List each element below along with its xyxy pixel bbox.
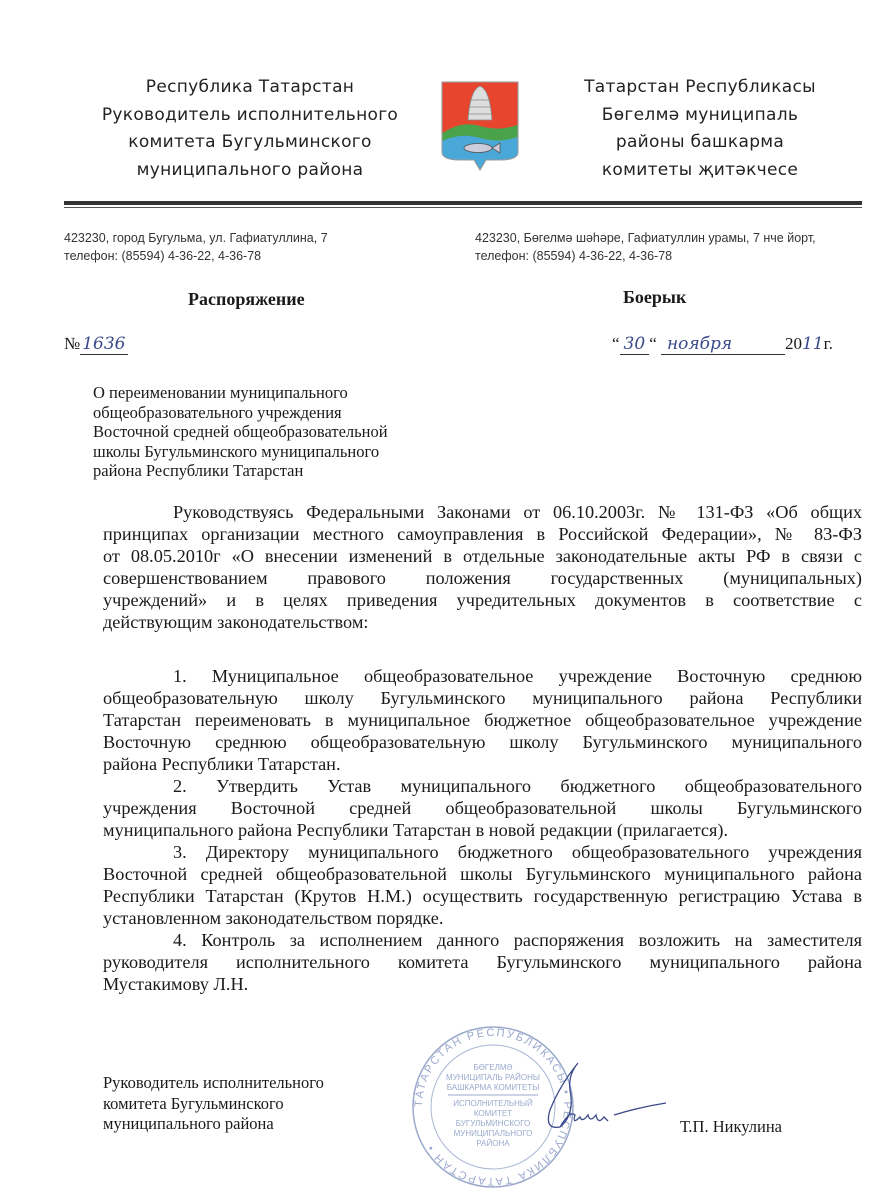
header-right-line: Бөгелмә муниципаль: [601, 104, 799, 125]
signatory-name: Т.П. Никулина: [680, 1117, 782, 1136]
number-value: 1636: [82, 334, 126, 354]
position-line: Руководитель исполнительного: [103, 1073, 324, 1092]
document-number: [64, 334, 128, 354]
date-year-hand: 11: [801, 334, 824, 354]
phone-line: телефон: (85594) 4-36-22, 4-36-78: [475, 249, 673, 263]
address-right: [475, 229, 816, 265]
paragraph-line: от 08.05.2010г «О внесении изменений в отдельные законодательные акты РФ в связи с: [103, 546, 862, 566]
paragraph-line: Руководствуясь Федеральными Законами от 06.10.2003г. № 131-ФЗ «Об общих: [173, 502, 862, 522]
document-date: “ 30 “ ноября 2011г.: [612, 334, 833, 354]
svg-text:БӨГЕЛМӘ: БӨГЕЛМӘ: [473, 1063, 513, 1072]
paragraph-line: района Республики Татарстан.: [103, 754, 341, 774]
date-year-printed: 20: [784, 334, 802, 353]
header-left: [80, 74, 420, 184]
paragraph-line: учреждений» и в целях приведения учредительных документов в соответствие с: [103, 590, 862, 610]
paragraph-line: Мустакимову Л.Н.: [103, 974, 249, 994]
paragraph-line: 3. Директору муниципального бюджетного общеобразовательного учреждения: [173, 842, 862, 862]
header-right: [545, 74, 855, 184]
svg-text:БАШКАРМА КОМИТЕТЫ: БАШКАРМА КОМИТЕТЫ: [446, 1083, 540, 1092]
paragraph-3: [103, 841, 862, 929]
paragraph-line: руководителя исполнительного комитета Бугульминского муниципального района: [103, 952, 862, 972]
header-divider-thin: [64, 207, 862, 208]
header-left-line: комитета Бугульминского: [128, 132, 372, 152]
header-left-line: Республика Татарстан: [145, 77, 355, 97]
subject-line: общеобразовательного учреждения: [93, 402, 342, 422]
header-divider: [64, 201, 862, 205]
paragraph-line: учреждения Восточной средней общеобразовательной школы Бугульминского: [103, 798, 862, 818]
paragraph-line: Республики Татарстан (Крутов Н.М.) осуществить государственную регистрацию Устава в: [103, 886, 862, 906]
paragraph-line: 4. Контроль за исполнением данного распоряжения возложить на заместителя: [173, 930, 862, 950]
phone-line: телефон: (85594) 4-36-22, 4-36-78: [64, 249, 262, 263]
document-title-tt: Боерык: [623, 287, 687, 307]
date-suffix: г.: [823, 334, 833, 353]
paragraph-4: [103, 929, 862, 995]
document-body: [103, 501, 862, 995]
subject-line: школы Бугульминского муниципального: [93, 441, 380, 461]
subject-line: Восточной средней общеобразовательной: [93, 422, 388, 442]
paragraph-line: установленном законодательством порядке.: [103, 908, 444, 928]
position-line: муниципального района: [103, 1114, 274, 1133]
paragraph-line: Восточной средней общеобразовательной школы Бугульминского муниципального района: [103, 864, 862, 884]
paragraph-line: Восточную среднюю общеобразовательную школу Бугульминского муниципального: [103, 732, 862, 752]
paragraph-line: общеобразовательную школу Бугульминского муниципального района Республики: [103, 688, 862, 708]
paragraph-line: муниципального района Республики Татарстан в новой редакции (прилагается).: [103, 820, 729, 840]
signatory-position: [103, 1073, 324, 1135]
paragraph-0: [103, 501, 862, 633]
header-left-line: муниципального района: [136, 159, 364, 180]
subject-line: О переименовании муниципального: [93, 383, 348, 402]
bugulma-coat-of-arms-icon: [440, 80, 520, 172]
address-line: 423230, Бөгелмә шәһәре, Гафиатуллин урамы, 7 нче йорт,: [475, 231, 816, 245]
subject-line: района Республики Татарстан: [93, 461, 304, 481]
paragraph-line: 2. Утвердить Устав муниципального бюджетного общеобразовательного: [173, 776, 862, 796]
paragraph-line: действующим законодательством:: [103, 612, 369, 632]
svg-text:ИСПОЛНИТЕЛЬНЫЙ: ИСПОЛНИТЕЛЬНЫЙ: [453, 1099, 533, 1108]
paragraph-1: [103, 665, 862, 775]
document-title-ru: Распоряжение: [188, 289, 305, 309]
handwritten-signature: [530, 1055, 670, 1145]
date-month: ноября: [661, 334, 785, 355]
number-prefix: №: [64, 334, 81, 353]
svg-text:КОМИТЕТ: КОМИТЕТ: [473, 1109, 513, 1118]
svg-text:БУГУЛЬМИНСКОГО: БУГУЛЬМИНСКОГО: [455, 1119, 531, 1128]
svg-text:РАЙОНА: РАЙОНА: [476, 1139, 510, 1148]
address-line: 423230, город Бугульма, ул. Гафиатуллина, 7: [64, 231, 328, 245]
paragraph-line: Татарстан переименовать в муниципальное бюджетное общеобразовательное учреждение: [103, 710, 862, 730]
position-line: комитета Бугульминского: [103, 1093, 284, 1113]
date-day: 30: [620, 334, 650, 355]
paragraph-2: [103, 775, 862, 841]
paragraph-line: 1. Муниципальное общеобразовательное учреждение Восточную среднюю: [173, 666, 862, 686]
svg-text:МУНИЦИПАЛЬНОГО: МУНИЦИПАЛЬНОГО: [453, 1129, 533, 1138]
header-right-line: районы башкарма: [615, 132, 785, 152]
header-left-line: Руководитель исполнительного: [101, 104, 399, 125]
paragraph-line: принципах организации местного самоуправления в Российской Федерации», № 83-ФЗ: [103, 524, 862, 544]
header-right-line: Татарстан Республикасы: [584, 77, 816, 97]
svg-text:ТАТАРСТАН РЕСПУБЛИКАСЫ • РЕСПУ: ТАТАРСТАН РЕСПУБЛИКАСЫ • РЕСПУБЛИКА ТАТАРСТАН •: [412, 1026, 574, 1188]
header-right-line: комитеты җитәкчесе: [601, 159, 799, 180]
document-subject: [93, 383, 388, 481]
svg-text:МУНИЦИПАЛЬ РАЙОНЫ: МУНИЦИПАЛЬ РАЙОНЫ: [446, 1073, 540, 1082]
paragraph-line: совершенствованием правового положения государственных (муниципальных): [103, 568, 862, 588]
address-left: [64, 229, 328, 265]
